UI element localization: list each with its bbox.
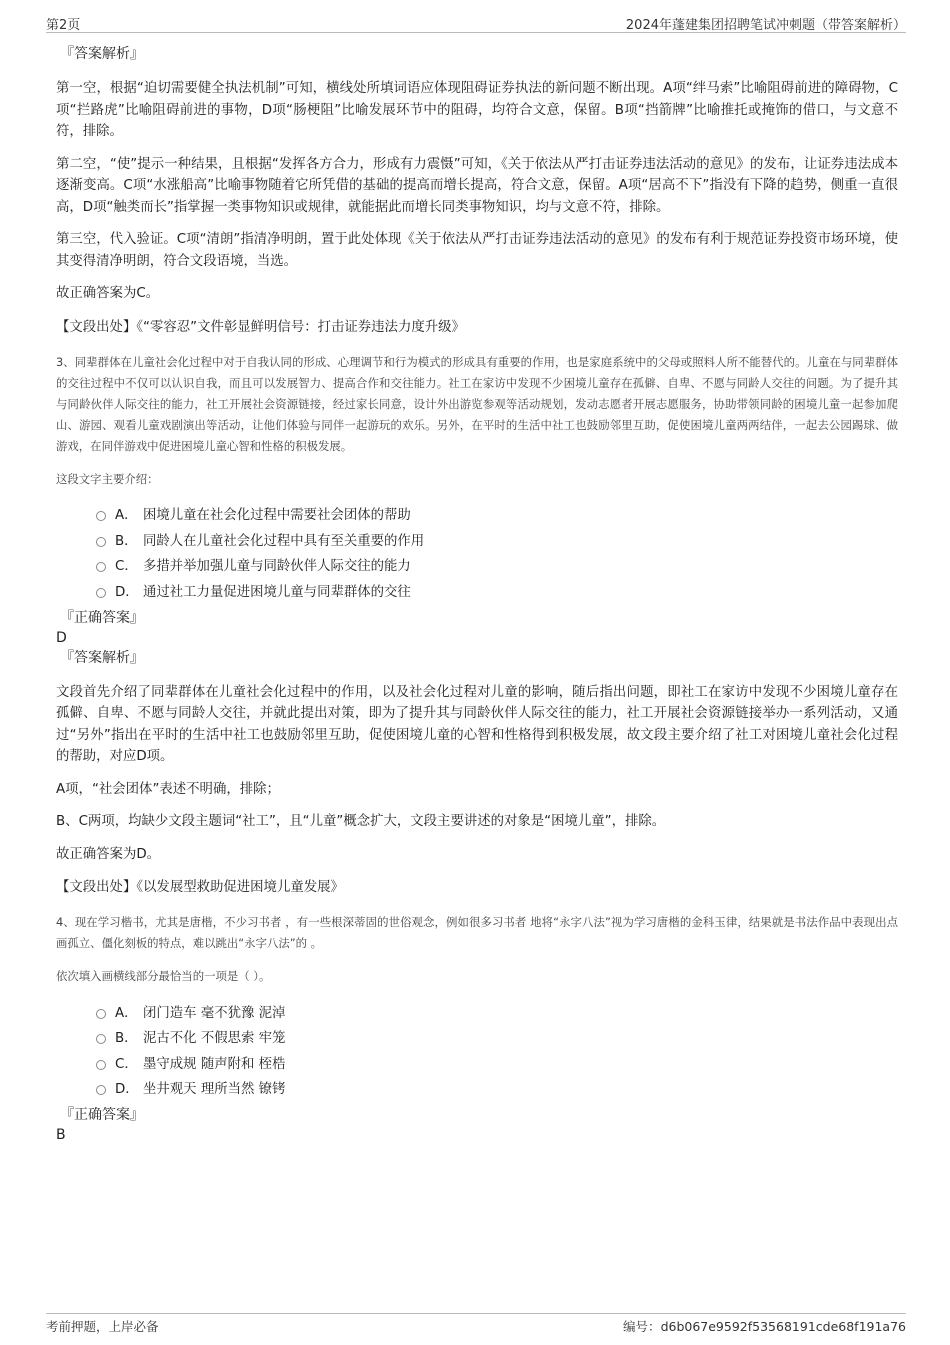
q3-answer-label: 『正确答案』	[60, 609, 144, 626]
page-header	[46, 10, 906, 33]
q3-stem: 3、同辈群体在儿童社会化过程中对于自我认同的形成、心理调节和行为模式的形成具有重要的作用，也是家庭系统中的父母或照料人所不能替代的。儿童在与同辈群体的交往过程中不仅可以认识自我，而且可以发展智力、提高合作和交往能力。社工在家访中发现不少困境儿童存在孤僻、自卑、不愿与同龄人交往的问题。为了提升其与同龄伙伴人际交往的能力，社工开展社会资源链接，经过家长同意，设计外出游览参观等活动规划，发动志愿者开展志愿服务，协助带领同龄的困境儿童一起参加爬山、游园、观看儿童戏剧演出等活动，让他们体验与同伴一起游玩的欢乐。另外，在平时的生活中社工也鼓励邻里互助，促使困境儿童两两结伴，一起去公园踢球、做游戏，在同伴游戏中促进困境儿童心智和性格的积极发展。	[56, 354, 898, 453]
option-text: 泥古不化 不假思索 牢笼	[143, 1031, 286, 1047]
q3-options	[96, 504, 898, 606]
option-text: 坐井观天 理所当然 镣铐	[143, 1082, 286, 1098]
q3-option-d[interactable]	[96, 580, 898, 606]
radio-icon[interactable]	[96, 1034, 106, 1044]
document-title: 2024年蓬建集团招聘笔试冲刺题（带答案解析）	[625, 18, 906, 33]
q4-question: 依次填入画横线部分最恰当的一项是（ ）。	[56, 969, 271, 983]
page-number: 第2页	[46, 18, 81, 33]
footer-slogan: 考前押题，上岸必备	[46, 1319, 159, 1334]
q3-answer: D	[56, 629, 67, 646]
q3-analysis-paragraph: 文段首先介绍了同辈群体在儿童社会化过程中的作用，以及社会化过程对儿童的影响，随后指出问题，即社工在家访中发现不少困境儿童存在孤僻、自卑、不愿与同龄人交往，并就此提出对策，即为了提升其与同龄伙伴人际交往的能力，社工开展社会资源链接举办一系列活动，又通过“另外”指出在平时的生活中社工也鼓励邻里互助，促使困境儿童的心智和性格得到积极发展，故文段主要介绍了社工对困境儿童社会化过程的帮助，对应D项。	[56, 684, 898, 764]
option-text: 多措并举加强儿童与同龄伙伴人际交往的能力	[143, 559, 411, 575]
option-text: 通过社工力量促进困境儿童与同辈群体的交往	[143, 584, 411, 600]
radio-icon[interactable]	[96, 537, 106, 547]
q4-answer: B	[56, 1127, 66, 1143]
radio-icon[interactable]	[96, 1060, 106, 1070]
option-text: 墨守成规 随声附和 桎梏	[143, 1056, 286, 1072]
page-footer	[46, 1313, 906, 1334]
radio-icon[interactable]	[96, 511, 106, 521]
q2-conclusion: 故正确答案为C。	[56, 286, 160, 301]
q3-option-c[interactable]	[96, 555, 898, 581]
q4-option-d[interactable]	[96, 1078, 898, 1104]
q2-analysis-paragraph: 第三空，代入验证。C项“清朗”指清净明朗，置于此处体现《关于依法从严打击证券违法活动的意见》的发布有利于规范证券投资市场环境，使其变得清净明朗，符合文段语境，当选。	[56, 232, 898, 269]
q2-analysis-paragraph: 第二空，“使”提示一种结果，且根据“发挥各方合力，形成有力震慑”可知，《关于依法从严打击证券违法活动的意见》的发布，让证券违法成本逐渐变高。C项“水涨船高”比喻事物随着它所凭借的基础的提高而增长提高，符合文意，保留。A项“居高不下”指没有下降的趋势，侧重一直很高，D项“触类而长”指掌握一类事物知识或规律，就能据此而增长同类事物知识，均与文意不符，排除。	[56, 156, 898, 215]
q4-answer-label: 『正确答案』	[60, 1107, 144, 1123]
q2-source: 【文段出处】《“零容忍”文件彰显鲜明信号：打击证券违法力度升级》	[56, 319, 465, 335]
option-text: 闭门造车 毫不犹豫 泥淖	[143, 1005, 286, 1021]
q3-analysis-paragraph: A项，“社会团体”表述不明确，排除；	[56, 781, 280, 797]
page-content	[56, 44, 898, 1145]
code-label: 编号：	[623, 1319, 661, 1334]
q4-option-b[interactable]	[96, 1027, 898, 1053]
option-text: 同龄人在儿童社会化过程中具有至关重要的作用	[143, 533, 425, 549]
radio-icon[interactable]	[96, 1009, 106, 1019]
option-letter: A．	[115, 1005, 138, 1021]
q3-option-a[interactable]	[96, 504, 898, 530]
option-letter: C．	[115, 559, 138, 575]
radio-icon[interactable]	[96, 1085, 106, 1095]
q3-option-b[interactable]	[96, 529, 898, 555]
q4-stem: 4、现在学习楷书，尤其是唐楷，不少习书者 ，有一些根深蒂固的世俗观念，例如很多习书者 地将“永字八法”视为学习唐楷的金科玉律，结果就是书法作品中表现出点画孤立、僵化刻板的特点，难以跳出“永字八法”的 。	[56, 915, 898, 950]
option-letter: B．	[115, 1031, 138, 1047]
q4-option-c[interactable]	[96, 1052, 898, 1078]
code-value: d6b067e9592f53568191cde68f191a76	[660, 1319, 906, 1334]
q4-option-a[interactable]	[96, 1001, 898, 1027]
q3-analysis-label: 『答案解析』	[60, 649, 144, 666]
option-letter: B．	[115, 533, 138, 549]
q3-question: 这段文字主要介绍：	[56, 471, 159, 486]
option-letter: D．	[115, 584, 139, 600]
option-letter: C．	[115, 1056, 138, 1072]
q2-analysis-label: 『答案解析』	[60, 46, 144, 62]
option-letter: A．	[115, 508, 138, 524]
radio-icon[interactable]	[96, 588, 106, 598]
q3-source: 【文段出处】《以发展型救助促进困境儿童发展》	[56, 880, 344, 895]
q4-options	[96, 1001, 898, 1103]
q3-analysis-paragraph: B、C两项，均缺少文段主题词“社工”，且“儿童”概念扩大，文段主要讲述的对象是“困境儿童”，排除。	[56, 814, 666, 829]
radio-icon[interactable]	[96, 562, 106, 572]
q3-conclusion: 故正确答案为D。	[56, 846, 161, 862]
document-code	[623, 1317, 906, 1335]
option-text: 困境儿童在社会化过程中需要社会团体的帮助	[143, 508, 411, 524]
option-letter: D．	[115, 1082, 139, 1098]
q2-analysis-paragraph: 第一空，根据“迫切需要健全执法机制”可知，横线处所填词语应体现阻碍证券执法的新问题不断出现。A项“绊马索”比喻阻碍前进的障碍物，C项“拦路虎”比喻阻碍前进的事物，D项“肠梗阻”比喻发展环节中的阻碍，均符合文意，保留。B项“挡箭牌”比喻推托或掩饰的借口，与文意不符，排除。	[56, 81, 898, 139]
